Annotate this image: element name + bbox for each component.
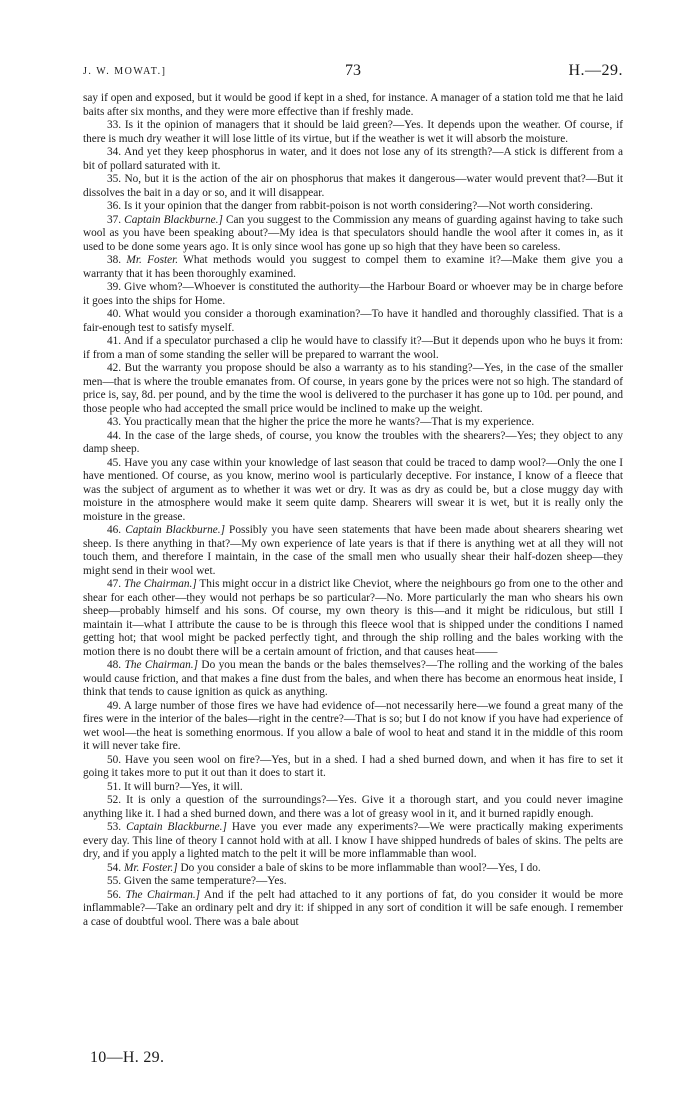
paragraph: 55. Given the same temperature?—Yes. xyxy=(107,875,287,887)
paragraph: 49. A large number of those fires we have had evidence of—not necessarily here—we found a great many of the fires were in the interior of the bales—right in the centre?—That is so; but I do not know if you have had experience of wet wool—the heat is something enormous. If you allow a bale of wool to heat and stand it in the middle of this room it will never take fire. xyxy=(83,699,623,752)
question-number: 56. xyxy=(107,888,126,901)
paragraph: 50. Have you seen wool on fire?—Yes, but in a shed. I had a shed burned down, and when it has fire to set it going it takes more to put it out than it does to start it. xyxy=(83,753,623,779)
paragraph: 35. No, but it is the action of the air on phosphorus that makes it dangerous—water would prevent that?—But it dissolves the bait in a day or so, and it will disappear. xyxy=(83,173,623,199)
body-text xyxy=(83,92,623,929)
paragraph-text: And if the pelt had attached to it any portions of fat, do you consider it would be more inflammable?—Take an ordinary pelt and dry it: if shipped in any sort of condition it will be safe enough. I remember a case of doubtful wool. There was a bale about xyxy=(83,888,623,928)
question-number: 53. xyxy=(107,821,127,833)
speaker-name: The Chairman.] xyxy=(124,659,198,671)
paragraph: 39. Give whom?—Whoever is constituted the authority—the Harbour Board or whoever may be in charge before it goes into the ships for Home. xyxy=(83,281,623,307)
speaker-name: Mr. Foster. xyxy=(126,254,179,266)
question-number: 54. xyxy=(107,861,124,874)
speaker-name: Captain Blackburne.] xyxy=(126,821,227,833)
question-number: 48. xyxy=(107,659,125,671)
speaker-name: Captain Blackburne.] xyxy=(124,213,223,226)
paragraph-text: What methods would you suggest to compel them to examine it?—Make them give you a warranty that it has been thoroughly examined. xyxy=(83,254,623,280)
speaker-name: The Chairman.] xyxy=(125,888,201,901)
paragraph-text: Possibly you have seen statements that have been made about shearers shearing wet sheep. Is there anything in that?—My own experience of late years is that if there is anything wet at all they will not touch them, and therefore I maintain, in the case of the small men who usually shear their half-dozen sheep—they might send in their wool wet. xyxy=(83,524,623,577)
header-witness-name: J. W. MOWAT.] xyxy=(83,66,167,77)
paragraph: 40. What would you consider a thorough examination?—To have it handled and thoroughly classified. That is a fair-enough test to satisfy myself. xyxy=(83,308,623,334)
question-number: 47. xyxy=(107,578,124,590)
speaker-name: The Chairman.] xyxy=(123,578,197,590)
paragraph: 36. Is it your opinion that the danger from rabbit-poison is not worth considering?—Not worth considering. xyxy=(107,200,593,212)
paragraph: 44. In the case of the large sheds, of course, you know the troubles with the shearers?—Yes; they object to any damp sheep. xyxy=(83,429,623,455)
document-reference: H.—29. xyxy=(568,62,623,79)
paragraph: 51. It will burn?—Yes, it will. xyxy=(107,780,243,793)
page-header xyxy=(83,62,623,82)
paragraph-text: Have you ever made any experiments?—We were practically making experiments every day. This line of theory I cannot hold with at all. I know I have shipped hundreds of bales of skins. The pelts are dry, and if you apply a lighted match to the pelt it will be more inflammable than wool. xyxy=(83,821,623,860)
paragraph xyxy=(83,659,623,700)
paragraph: 45. Have you any case within your knowledge of last season that could be traced to damp wool?—Only the one I have mentioned. Of course, as you know, merino wool is particularly deceptive. For instance, I know of a fleece that was the subject of argument as to whether it was wet or dry. It was as dry as could be, but a close muggy day with moisture in the atmosphere would make it seem quite damp. Shearers will swear it is wet, but it is really only the moisture in the grease. xyxy=(83,456,623,523)
paragraph: 43. You practically mean that the higher the price the more he wants?—That is my experience. xyxy=(107,416,535,428)
question-number: 37. xyxy=(107,213,125,226)
paragraph xyxy=(83,578,623,659)
signature-mark: 10—H. 29. xyxy=(90,1049,165,1066)
paragraph xyxy=(83,524,623,578)
paragraph-text: Can you suggest to the Commission any means of guarding against having to take such wool as you have been speaking about?—My idea is that speculators should handle the wool after it comes in, as it used to be done some years ago. It is only since wool has gone up so high that they have been so careless. xyxy=(83,213,624,253)
paragraph-text: Do you consider a bale of skins to be more inflammable than wool?—Yes, I do. xyxy=(177,861,541,874)
paragraph: 42. But the warranty you propose should be also a warranty as to his standing?—Yes, in the case of the smaller men—that is where the trouble emanates from. Of course, in years gone by the prices were not so high. The standard of price is, say, 8d. per pound, and by the time the wool is delivered to the purchaser it has gone up to 10d. per pound, and those people who had accepted the small price would be inclined to make up the weight. xyxy=(83,362,623,415)
paragraph: 41. And if a speculator purchased a clip he would have to classify it?—But it depends upon who he buys it from: if from a man of some standing the seller will be prepared to warrant the wool. xyxy=(83,335,623,361)
question-number: 46. xyxy=(107,524,126,536)
paragraph-text: This might occur in a district like Cheviot, where the neighbours go from one to the other and shear for each other—they would not perhaps be so particular?—No. More particularly the man who shears his own sheep—probably himself and his sons. Of course, my own theory is this—and it might be ridiculous, but still I maintain it—what I attribute the cause to be is through this fleece wool that is shipped under the conditions I named getting hot; that wool might be packed perfectly tight, and through the ship rolling and the bales working with the motion there is no doubt there will be a certain amount of friction, and that causes heat—— xyxy=(83,578,624,658)
paragraph xyxy=(83,254,623,281)
paragraph: 34. And yet they keep phosphorus in water, and it does not lose any of its strength?—A stick is different from a bit of pollard saturated with it. xyxy=(83,146,623,172)
paragraph xyxy=(83,889,623,930)
paragraph: say if open and exposed, but it would be good if kept in a shed, for instance. A manager of a station told me that he laid baits after six months, and they were more effective than if freshly made. xyxy=(83,92,623,118)
question-number: 38. xyxy=(107,254,127,266)
speaker-name: Captain Blackburne.] xyxy=(125,524,225,536)
paragraph: 52. It is only a question of the surroundings?—Yes. Give it a thorough start, and you could never imagine anything like it. I had a shed burned down, and there was a lot of greasy wool in it, and it burned rapidly enough. xyxy=(83,794,623,820)
paragraph xyxy=(83,862,623,876)
speaker-name: Mr. Foster.] xyxy=(123,861,178,874)
paragraph xyxy=(83,214,623,255)
page-number: 73 xyxy=(345,62,361,79)
paragraph-text: Do you mean the bands or the bales themselves?—The rolling and the working of the bales would cause friction, and that makes a fine dust from the bales, and when there has become an enormous heat inside, I think that tends to cause ignition as quick as anything. xyxy=(83,659,624,698)
paragraph: 33. Is it the opinion of managers that it should be laid green?—Yes. It depends upon the weather. Of course, if there is much dry weather it will lose little of its virtue, but if the weather is wet it will absorb the moisture. xyxy=(83,119,623,145)
paragraph xyxy=(83,821,623,862)
